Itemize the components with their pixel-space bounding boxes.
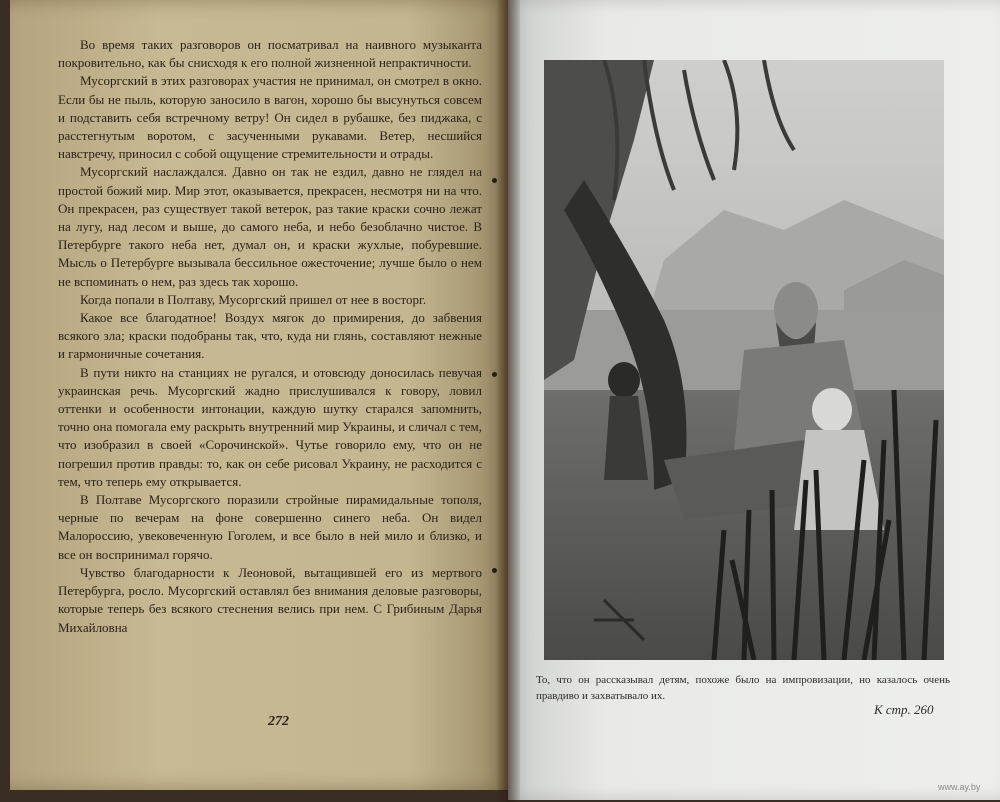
paragraph: Какое все благодатное! Воздух мягок до примирения, до забвения всякого зла; краски подобраны так, что, куда ни глянь, составляют нежные и гармоничные сочетания. xyxy=(58,310,482,362)
binding-hole xyxy=(492,372,497,377)
paragraph: Когда попали в Полтаву, Мусоргский пришел от нее в восторг. xyxy=(80,291,427,307)
paragraph: Мусоргский в этих разговорах участия не принимал, он смотрел в окно. Если бы не пыль, которую заносило в вагон, хорошо бы высунуться совсем и подставить себя встречному ветру! Он сидел в рубашке, без пиджака, с расстегнутым воротом, с засученными рукавами. Ветер, несшийся навстречу, приносил с собой ощущение стремительности и отрады. xyxy=(58,73,482,162)
page-number: 272 xyxy=(268,714,289,729)
binding-hole xyxy=(492,568,497,573)
left-page-text xyxy=(58,36,482,637)
book-gutter xyxy=(496,0,520,802)
page-cross-reference: К стр. 260 xyxy=(874,702,934,717)
illustration-drawing xyxy=(544,60,944,660)
left-page xyxy=(10,0,508,790)
paragraph: В пути никто на станциях не ругался, и отовсюду доносилась певучая украинская речь. Мусоргский жадно прислушивался к говору, ловил оттенки и особенности интонации, каждую шутку старался запомнить, точно она помогала ему раскрыть внутренний мир Украины, и сличал с тем, что изобразил в своей «Сорочинской». Чутье говорило ему, что он не погрешил против правды: то, как он себе рисовал Украину, не расходится с тем, что теперь ему открывается. xyxy=(58,364,482,489)
paragraph: В Полтаве Мусоргского поразили стройные пирамидальные тополя, черные по вечерам на фоне совершенно синего неба. Он видел Малороссию, увековеченную Гоголем, и все было в ней мило и близко, и все он воспринимал горячо. xyxy=(58,492,482,562)
child2-head xyxy=(812,388,852,432)
child-head xyxy=(608,362,640,398)
watermark: www.ay.by xyxy=(938,782,981,792)
paragraph: Мусоргский наслаждался. Давно он так не ездил, давно не глядел на простой божий мир. Мир этот, оказывается, прекрасен, несмотря ни на что. Он прекрасен, раз существует такой ветерок, раз такие краски сочно лежат на лугу, над лесом и выше, до самого неба, и небо безоблачно чистое. В Петербурге такого неба нет, думал он, и краски жухлые, побуревшие. Мысль о Петербурге вызывала бессильное ожесточение; лучше было о нем не вспоминать о нем, раз здесь так хорошо. xyxy=(58,164,482,289)
binding-hole xyxy=(492,178,497,183)
paragraph: Чувство благодарности к Леоновой, вытащившей его из мертвого Петербурга, росло. Мусоргский оставлял без внимания деловые разговоры, которые теперь без всякого стеснения велись при нем. С Грибиным Дарья Михайловна xyxy=(58,564,482,635)
illustration-caption: То, что он рассказывал детям, похоже было на импровизации, но казалось очень правдиво и захватывало их. xyxy=(536,674,950,702)
illustration xyxy=(544,60,944,660)
paragraph: Во время таких разговоров он посматривал на наивного музыканта покровительно, как бы снисходя к его полной жизненной непрактичности. xyxy=(58,37,482,71)
